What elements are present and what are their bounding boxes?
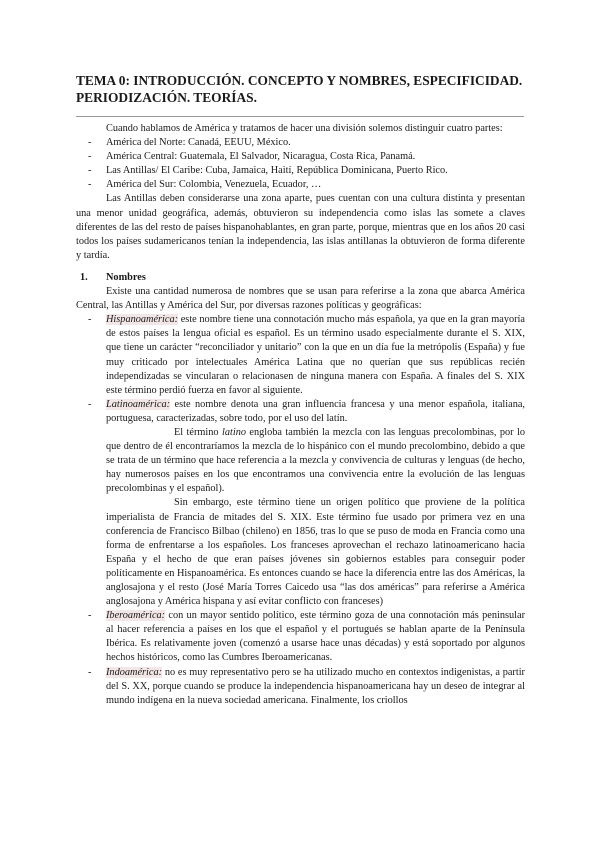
list-item: - América Central: Guatemala, El Salvador, Nicaragua, Costa Rica, Panamá. [76,150,525,164]
regions-list [76,136,525,192]
section-title: Nombres [106,271,146,283]
name-item-hispanoamerica [76,313,525,398]
term-description: este nombre tiene una connotación mucho más española, ya que en la gran mayoría de estos países la lengua oficial es español. Es un término usado especialmente durante el S. XIX, que tiene un carácter “reconciliador y unitario” con la que en un día fue la metrópolis (España) y fue muy criticado por intelectuales América Latina que no querían que sus repúblicas recién independizadas se vincularan o relacionasen de ninguna manera con España. A finales del S. XIX este término perdió fuerza en favor al siguiente. [106,314,525,396]
term-description: con un mayor sentido político, este término goza de una connotación más peninsular al hacer referencia a países en los que el español y el portugués se hablan aparte de la Península Ibérica. Es relativamente joven (comenzó a usarse hace unas décadas) y está soportado por algunos hechos históricos, como las Cumbres Iberoamericanas. [106,610,525,664]
antillas-paragraph: Las Antillas deben considerarse una zona aparte, pues cuentan con una cultura distinta y presentan una menor unidad geográfica, además, obtuvieron su independencia como islas las somete a claves diferentes de las del resto de países hispanohablantes, en gran parte, porque, mientras que en los años 20 casi todos los países sudamericanos tenían la independencia, las islas antillanas la obtuvieron de forma diferente y tardía. [76,193,525,261]
term-indoamerica: Indoamérica: [106,666,163,678]
nombres-intro: Existe una cantidad numerosa de nombres que se usan para referirse a la zona que abarca América Central, las Antillas y América del Sur, por diversas razones políticas y geográficas: [76,286,525,312]
list-item: - América del Sur: Colombia, Venezuela, Ecuador, … [76,178,525,192]
latino-paragraph-2: Sin embargo, este término tiene un origen político que proviene de la política imperialista de Francia de mitades del S. XIX. Este término fue usado por primera vez en una conferencia de Francisco Bilbao (chileno) en 1856, tras lo que se puso de moda en Francia como una forma de enfrentarse a los españoles. Los franceses aprovechan el rechazo latinoamericano hacia España y el hecho de que eran países jóvenes sin gobiernos estables para conseguir poder políticamente en Hispanoamérica. Es entonces cuando se hace la diferencia entre las dos Américas, la anglosajona y el resto (José María Torres Caicedo usa “las dos américas” para referirse a América anglosajona y América hispana y así evitar conflicto con franceses) [106,497,525,608]
term-latino: latino [221,426,247,438]
term-latinoamerica: Latinoamérica: [106,398,171,410]
document-body [76,122,525,708]
term-description: este nombre denota una gran influencia francesa y una menor española, italiana, portuguesa, caracterizadas, sobre todo, por el uso del latín. [106,398,525,424]
term-hispanoamerica: Hispanoamérica: [106,314,179,326]
latino-paragraph-1: El término latino engloba también la mezcla con las lenguas precolombinas, por lo que dentro de él encontraríamos la mezcla de lo hispánico con el mundo precolombino, debido a que se trata de un término que hace referencia a la mezcla y convivencia de culturas y lenguas (de hecho, hay numerosos países en los que encontramos una convivencia entre la evolución de las lenguas precolombinas y el español). [106,426,526,495]
document-title: TEMA 0: INTRODUCCIÓN. CONCEPTO Y NOMBRES, ESPECIFICIDAD. PERIODIZACIÓN. TEORÍAS. [76,73,523,105]
section-number: 1. [80,271,88,283]
name-item-iberoamerica [76,609,525,665]
title-divider [76,116,524,117]
section-heading [76,271,525,285]
name-item-indoamerica [76,666,525,708]
names-list [76,313,525,426]
list-item: - América del Norte: Canadá, EEUU, México. [76,136,525,150]
names-list-continued [76,609,525,708]
name-item-latinoamerica [76,398,525,426]
term-iberoamerica: Iberoamérica: [106,610,166,622]
list-item: - Las Antillas/ El Caribe: Cuba, Jamaica, Haití, República Dominicana, Puerto Rico. [76,164,525,178]
term-description: no es muy representativo pero se ha utilizado mucho en contextos indigenistas, a partir del S. XX, porque cuando se produce la independencia hispanoamericana hay un deseo de integrar al mundo indígena en la nueva sociedad americana. Finalmente, los criollos [106,666,525,706]
intro-paragraph: Cuando hablamos de América y tratamos de hacer una división solemos distinguir cuatro partes: [106,123,503,134]
